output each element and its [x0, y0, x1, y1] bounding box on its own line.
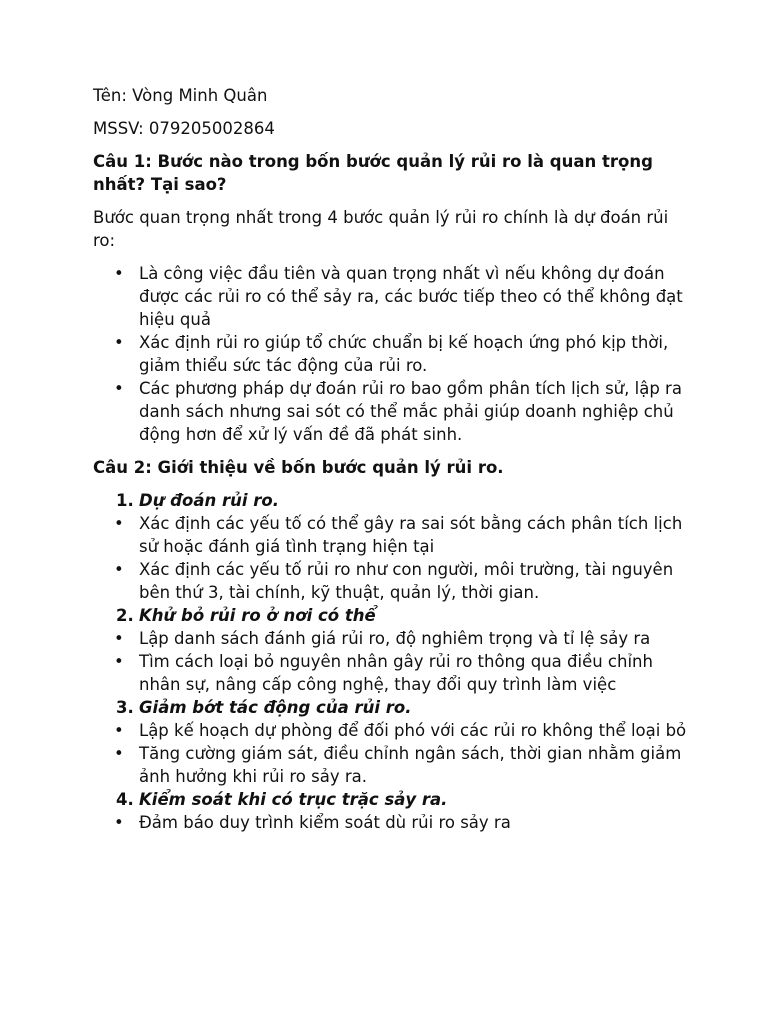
step-3-bullet-list	[93, 719, 693, 788]
step-2-heading	[93, 604, 693, 627]
step-title: Dự đoán rủi ro.	[139, 491, 279, 510]
student-id: MSSV: 079205002864	[93, 119, 275, 138]
step-number: 1.	[116, 491, 134, 510]
list-item: • Các phương pháp dự đoán rủi ro bao gồm phân tích lịch sử, lập ra danh sách nhưng sai sót có thể mắc phải giúp doanh nghiệp chủ động hơn để xử lý vấn đề đã phát sinh.	[93, 377, 693, 446]
student-name: Tên: Vòng Minh Quân	[93, 86, 268, 105]
question-2-steps	[93, 489, 693, 834]
step-1-heading	[93, 489, 693, 512]
question-2-title: Câu 2: Giới thiệu về bốn bước quản lý rủi ro.	[93, 458, 504, 477]
list-item: • Xác định các yếu tố có thể gây ra sai sót bằng cách phân tích lịch sử hoặc đánh giá tình trạng hiện tại	[93, 512, 693, 558]
step-title: Kiểm soát khi có trục trặc sảy ra.	[139, 790, 448, 809]
question-1-intro: Bước quan trọng nhất trong 4 bước quản lý rủi ro chính là dự đoán rủi ro:	[93, 208, 669, 250]
list-item: • Tìm cách loại bỏ nguyên nhân gây rủi ro thông qua điều chỉnh nhân sự, nâng cấp công nghệ, thay đổi quy trình làm việc	[93, 650, 693, 696]
question-1-bullet-list	[93, 262, 693, 446]
list-item: • Tăng cường giám sát, điều chỉnh ngân sách, thời gian nhằm giảm ảnh hưởng khi rủi ro sảy ra.	[93, 742, 693, 788]
step-4-bullet-list	[93, 811, 693, 834]
list-item: • Xác định các yếu tố rủi ro như con người, môi trường, tài nguyên bên thứ 3, tài chính, kỹ thuật, quản lý, thời gian.	[93, 558, 693, 604]
list-item: • Lập danh sách đánh giá rủi ro, độ nghiêm trọng và tỉ lệ sảy ra	[93, 627, 693, 650]
question-1-title: Câu 1: Bước nào trong bốn bước quản lý rủi ro là quan trọng nhất? Tại sao?	[93, 152, 653, 194]
list-item: • Lập kế hoạch dự phòng để đối phó với các rủi ro không thể loại bỏ	[93, 719, 693, 742]
step-number: 4.	[116, 790, 134, 809]
document-page	[93, 84, 693, 834]
step-1-bullet-list	[93, 512, 693, 604]
list-item: • Xác định rủi ro giúp tổ chức chuẩn bị kế hoạch ứng phó kịp thời, giảm thiểu sức tác động của rủi ro.	[93, 331, 693, 377]
step-3-heading	[93, 696, 693, 719]
list-item: • Đảm báo duy trình kiểm soát dù rủi ro sảy ra	[93, 811, 693, 834]
step-title: Giảm bớt tác động của rủi ro.	[139, 698, 412, 717]
list-item: • Là công việc đầu tiên và quan trọng nhất vì nếu không dự đoán được các rủi ro có thể sảy ra, các bước tiếp theo có thể không đạt hiệu quả	[93, 262, 693, 331]
step-4-heading	[93, 788, 693, 811]
step-2-bullet-list	[93, 627, 693, 696]
step-title: Khử bỏ rủi ro ở nơi có thể	[139, 606, 376, 625]
step-number: 3.	[116, 698, 134, 717]
step-number: 2.	[116, 606, 134, 625]
